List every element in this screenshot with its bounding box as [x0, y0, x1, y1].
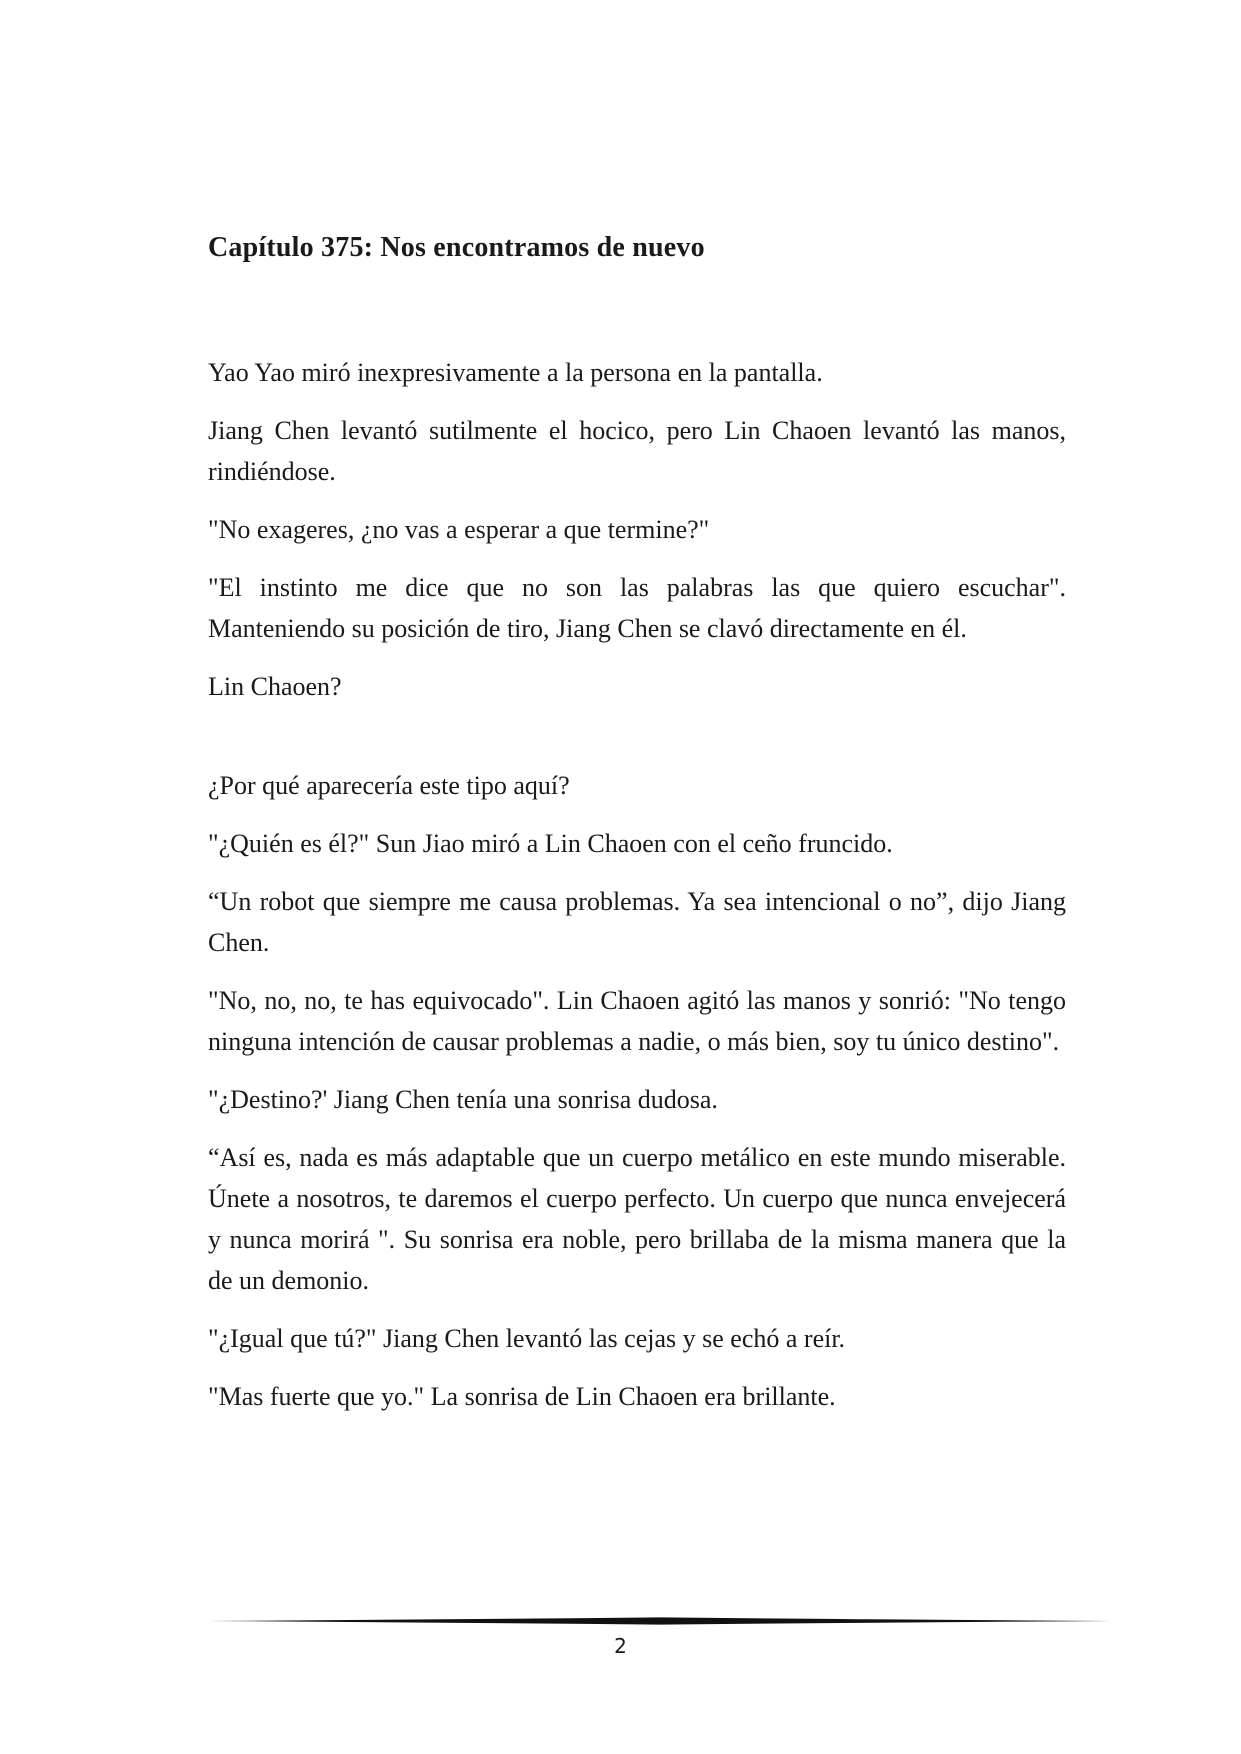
paragraph: Yao Yao miró inexpresivamente a la persona en la pantalla. — [208, 358, 823, 387]
chapter-title: Capítulo 375: Nos encontramos de nuevo — [208, 232, 705, 263]
paragraph: "¿Destino?' Jiang Chen tenía una sonrisa dudosa. — [208, 1085, 718, 1114]
paragraph: “Un robot que siempre me causa problemas. Ya sea intencional o no”, dijo Jiang Chen. — [208, 887, 1066, 957]
body-text — [208, 352, 1066, 1434]
footer-divider — [208, 1616, 1112, 1626]
paragraph: "El instinto me dice que no son las palabras las que quiero escuchar". Manteniendo su posición de tiro, Jiang Chen se clavó directamente en él. — [208, 573, 1066, 643]
page-number: 2 — [614, 1634, 627, 1658]
paragraph: “Así es, nada es más adaptable que un cuerpo metálico en este mundo miserable. Únete a nosotros, te daremos el cuerpo perfecto. Un cuerpo que nunca envejecerá y nunca morirá ". Su sonrisa era noble, pero brillaba de la misma manera que la de un demonio. — [208, 1143, 1066, 1295]
paragraph: "No, no, no, te has equivocado". Lin Chaoen agitó las manos y sonrió: "No tengo ninguna intención de causar problemas a nadie, o más bien, soy tu único destino". — [208, 986, 1066, 1056]
paragraph: Jiang Chen levantó sutilmente el hocico, pero Lin Chaoen levantó las manos, rindiéndose. — [208, 416, 1066, 486]
paragraph: ¿Por qué aparecería este tipo aquí? — [208, 771, 570, 800]
paragraph: "Mas fuerte que yo." La sonrisa de Lin Chaoen era brillante. — [208, 1382, 836, 1411]
paragraph: "No exageres, ¿no vas a esperar a que termine?" — [208, 515, 710, 544]
paragraph: Lin Chaoen? — [208, 672, 342, 701]
paragraph: "¿Igual que tú?" Jiang Chen levantó las cejas y se echó a reír. — [208, 1324, 846, 1353]
paragraph: "¿Quién es él?" Sun Jiao miró a Lin Chaoen con el ceño fruncido. — [208, 829, 893, 858]
